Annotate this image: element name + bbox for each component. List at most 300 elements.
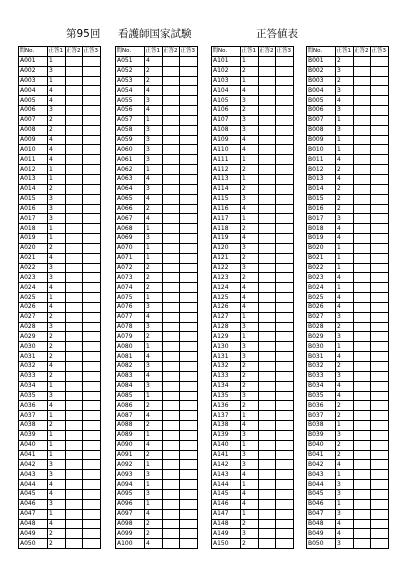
question-number: A088 [116, 421, 145, 431]
table-row [116, 499, 198, 509]
answer-1: 1 [48, 293, 66, 303]
question-number: A039 [19, 430, 48, 440]
answer-1: 4 [336, 381, 354, 391]
question-number: A059 [116, 135, 145, 145]
answer-3-empty [180, 312, 198, 322]
table-row [116, 125, 198, 135]
question-number: B015 [307, 194, 336, 204]
answer-3-empty [371, 371, 389, 381]
answer-1: 3 [145, 234, 163, 244]
answer-2-empty [258, 421, 276, 431]
answer-2-empty [353, 273, 371, 283]
question-number: A097 [116, 509, 145, 519]
table-row [307, 411, 389, 421]
answer-1: 2 [145, 401, 163, 411]
answer-3-empty [276, 489, 294, 499]
answer-2-empty [353, 86, 371, 96]
table-row [116, 489, 198, 499]
answer-1: 3 [241, 194, 259, 204]
answer-1: 3 [336, 539, 354, 549]
answer-2-empty [258, 96, 276, 106]
answer-3-empty [371, 86, 389, 96]
answer-2-empty [162, 224, 180, 234]
answer-3-empty [276, 253, 294, 263]
answer-2-empty [353, 96, 371, 106]
answer-1: 3 [145, 135, 163, 145]
question-number: A042 [19, 460, 48, 470]
question-number: A026 [19, 302, 48, 312]
answer-2-empty [162, 234, 180, 244]
question-number: A078 [116, 322, 145, 332]
question-number: A124 [212, 283, 241, 293]
question-number: A150 [212, 539, 241, 549]
answer-2-empty [258, 243, 276, 253]
question-number: A029 [19, 332, 48, 342]
table-row [307, 352, 389, 362]
question-number: A040 [19, 440, 48, 450]
question-number: A111 [212, 155, 241, 165]
answer-1: 4 [48, 155, 66, 165]
answer-3-empty [83, 312, 101, 322]
answer-1: 3 [145, 470, 163, 480]
table-row [19, 184, 101, 194]
answer-3-empty [371, 450, 389, 460]
answer-1: 3 [336, 86, 354, 96]
answer-3-empty [83, 155, 101, 165]
answer-1: 1 [145, 430, 163, 440]
answer-3-empty [180, 234, 198, 244]
question-number: A020 [19, 243, 48, 253]
answer-3-empty [180, 263, 198, 273]
answer-2-empty [162, 342, 180, 352]
table-row [212, 489, 294, 499]
answer-2-empty [65, 224, 83, 234]
answer-3-empty [180, 332, 198, 342]
table-row [19, 411, 101, 421]
question-number: A035 [19, 391, 48, 401]
answer-2-empty [258, 529, 276, 539]
answer-1: 3 [241, 430, 259, 440]
answer-1: 2 [241, 184, 259, 194]
answer-2-empty [162, 332, 180, 342]
question-number: A093 [116, 470, 145, 480]
answer-2-empty [162, 362, 180, 372]
question-number: A122 [212, 263, 241, 273]
answer-1: 2 [336, 411, 354, 421]
answer-1: 2 [48, 352, 66, 362]
answer-1: 2 [336, 184, 354, 194]
table-row [212, 125, 294, 135]
answer-2-empty [162, 450, 180, 460]
answer-1: 1 [145, 391, 163, 401]
answer-1: 3 [48, 263, 66, 273]
answer-2-empty [258, 145, 276, 155]
question-number: A108 [212, 125, 241, 135]
answer-2-empty [353, 450, 371, 460]
answer-2-empty [162, 391, 180, 401]
answer-2-empty [65, 460, 83, 470]
question-number: B003 [307, 76, 336, 86]
answer-2-empty [258, 125, 276, 135]
answer-1: 3 [48, 204, 66, 214]
answer-2-empty [353, 362, 371, 372]
answer-2-empty [65, 204, 83, 214]
question-number: B031 [307, 352, 336, 362]
question-number: A085 [116, 391, 145, 401]
answer-3-empty [83, 411, 101, 421]
question-number: A022 [19, 263, 48, 273]
answer-2-empty [353, 391, 371, 401]
question-number: A140 [212, 440, 241, 450]
table-row [307, 421, 389, 431]
answer-1: 1 [241, 155, 259, 165]
question-number: A101 [212, 56, 241, 66]
question-number: A084 [116, 381, 145, 391]
answer-1: 3 [241, 243, 259, 253]
answer-1: 3 [336, 106, 354, 116]
question-number: A005 [19, 96, 48, 106]
answer-3-empty [276, 214, 294, 224]
answer-1: 4 [145, 440, 163, 450]
answer-2-empty [258, 450, 276, 460]
table-row [307, 214, 389, 224]
question-number: A131 [212, 352, 241, 362]
answer-2-empty [258, 263, 276, 273]
header-answer-2: 正答2 [354, 48, 369, 55]
answer-1: 1 [336, 135, 354, 145]
answer-2-empty [65, 86, 83, 96]
table-row [212, 155, 294, 165]
answer-2-empty [162, 194, 180, 204]
answer-1: 3 [145, 184, 163, 194]
answer-2-empty [162, 145, 180, 155]
answer-2-empty [65, 411, 83, 421]
table-row [19, 430, 101, 440]
table-row [212, 96, 294, 106]
table-row [19, 332, 101, 342]
question-number: A107 [212, 115, 241, 125]
table-row [212, 263, 294, 273]
table-row [212, 76, 294, 86]
question-number: A023 [19, 273, 48, 283]
answer-3-empty [180, 352, 198, 362]
header-question-number: 問No. [116, 47, 145, 57]
question-number: B030 [307, 342, 336, 352]
question-number: A092 [116, 460, 145, 470]
answer-2-empty [258, 489, 276, 499]
answer-1: 4 [241, 145, 259, 155]
table-row [19, 174, 101, 184]
answer-2-empty [353, 224, 371, 234]
table-row [212, 234, 294, 244]
answer-1: 2 [48, 184, 66, 194]
answer-2-empty [353, 499, 371, 509]
answer-3-empty [180, 322, 198, 332]
question-number: A130 [212, 342, 241, 352]
question-number: A070 [116, 243, 145, 253]
table-row [19, 56, 101, 66]
answer-1: 2 [241, 224, 259, 234]
table-row [19, 371, 101, 381]
answer-3-empty [371, 273, 389, 283]
question-number: A058 [116, 125, 145, 135]
answer-2-empty [162, 293, 180, 303]
question-number: A033 [19, 371, 48, 381]
question-number: A081 [116, 352, 145, 362]
answer-3-empty [276, 224, 294, 234]
table-row [307, 391, 389, 401]
question-number: B023 [307, 273, 336, 283]
table-row [307, 460, 389, 470]
table-row [212, 56, 294, 66]
answer-3-empty [83, 125, 101, 135]
answer-1: 4 [48, 86, 66, 96]
table-row [116, 460, 198, 470]
question-number: B036 [307, 401, 336, 411]
question-number: B049 [307, 529, 336, 539]
question-number: A112 [212, 165, 241, 175]
table-row [19, 224, 101, 234]
answer-1: 4 [336, 155, 354, 165]
answer-3-empty [180, 165, 198, 175]
answer-2-empty [258, 253, 276, 263]
question-number: A109 [212, 135, 241, 145]
answer-2-empty [65, 529, 83, 539]
table-row [212, 401, 294, 411]
answer-3-empty [83, 362, 101, 372]
table-row [307, 489, 389, 499]
question-number: A091 [116, 450, 145, 460]
answer-3-empty [83, 234, 101, 244]
answer-2-empty [258, 430, 276, 440]
answer-3-empty [276, 86, 294, 96]
answer-2-empty [65, 371, 83, 381]
answer-3-empty [371, 470, 389, 480]
answer-1: 1 [336, 283, 354, 293]
answer-3-empty [276, 56, 294, 66]
answer-3-empty [180, 440, 198, 450]
answer-2-empty [353, 174, 371, 184]
answer-3-empty [276, 66, 294, 76]
answer-3-empty [276, 273, 294, 283]
table-row [116, 322, 198, 332]
question-number: B017 [307, 214, 336, 224]
question-number: A090 [116, 440, 145, 450]
answer-2-empty [162, 184, 180, 194]
question-number: A094 [116, 480, 145, 490]
answer-1: 3 [48, 214, 66, 224]
table-row [307, 401, 389, 411]
answer-1: 1 [145, 342, 163, 352]
answer-2-empty [353, 480, 371, 490]
question-number: A003 [19, 76, 48, 86]
answer-1: 2 [48, 421, 66, 431]
answer-3-empty [83, 529, 101, 539]
answer-3-empty [276, 155, 294, 165]
answer-3-empty [276, 450, 294, 460]
answer-2-empty [258, 460, 276, 470]
answer-2-empty [65, 184, 83, 194]
table-row [212, 145, 294, 155]
table-row [212, 115, 294, 125]
answer-3-empty [83, 539, 101, 549]
table-row [212, 371, 294, 381]
answer-1: 3 [241, 450, 259, 460]
answer-1: 2 [48, 243, 66, 253]
answer-2-empty [65, 509, 83, 519]
answer-3-empty [180, 106, 198, 116]
table-row [307, 529, 389, 539]
table-row [116, 224, 198, 234]
question-number: A050 [19, 539, 48, 549]
answer-3-empty [371, 440, 389, 450]
answer-2-empty [162, 430, 180, 440]
question-number: A095 [116, 489, 145, 499]
answer-2-empty [65, 342, 83, 352]
answer-3-empty [371, 76, 389, 86]
answer-1: 2 [48, 342, 66, 352]
answer-1: 1 [48, 450, 66, 460]
answer-2-empty [353, 293, 371, 303]
answer-3-empty [276, 234, 294, 244]
answer-2-empty [258, 401, 276, 411]
answer-2-empty [353, 125, 371, 135]
answer-3-empty [371, 145, 389, 155]
answer-3-empty [83, 253, 101, 263]
table-row [212, 66, 294, 76]
answer-3-empty [371, 381, 389, 391]
table-row [19, 283, 101, 293]
answer-2-empty [65, 480, 83, 490]
answer-1: 2 [48, 529, 66, 539]
answer-2-empty [162, 421, 180, 431]
answer-3-empty [83, 204, 101, 214]
answer-2-empty [258, 135, 276, 145]
answer-3-empty [371, 421, 389, 431]
header-question-number: 問No. [19, 47, 48, 57]
answer-3-empty [83, 115, 101, 125]
question-number: A076 [116, 302, 145, 312]
answer-1: 3 [145, 125, 163, 135]
answer-2-empty [353, 539, 371, 549]
answer-3-empty [276, 421, 294, 431]
answer-2-empty [162, 519, 180, 529]
question-number: B038 [307, 421, 336, 431]
answer-1: 3 [241, 263, 259, 273]
answer-3-empty [180, 184, 198, 194]
answer-2-empty [353, 145, 371, 155]
question-number: A013 [19, 174, 48, 184]
answer-1: 3 [48, 66, 66, 76]
answer-2-empty [65, 312, 83, 322]
answer-3-empty [276, 332, 294, 342]
answer-2-empty [258, 362, 276, 372]
answer-1: 4 [145, 56, 163, 66]
answer-3-empty [371, 214, 389, 224]
answer-3-empty [180, 204, 198, 214]
answer-1: 2 [336, 450, 354, 460]
table-row [212, 322, 294, 332]
answer-3-empty [83, 135, 101, 145]
answer-1: 1 [241, 56, 259, 66]
answer-2-empty [65, 302, 83, 312]
answer-1: 1 [336, 145, 354, 155]
question-number: A002 [19, 66, 48, 76]
answer-3-empty [83, 174, 101, 184]
table-row [116, 391, 198, 401]
answer-3-empty [371, 243, 389, 253]
answer-2-empty [353, 401, 371, 411]
answer-3-empty [276, 194, 294, 204]
table-row [307, 519, 389, 529]
answer-2-empty [65, 362, 83, 372]
question-number: A142 [212, 460, 241, 470]
answer-3-empty [371, 342, 389, 352]
question-number: A139 [212, 430, 241, 440]
table-row [307, 263, 389, 273]
answer-3-empty [276, 499, 294, 509]
answer-3-empty [180, 214, 198, 224]
table-row [212, 352, 294, 362]
answer-3-empty [276, 391, 294, 401]
answer-1: 1 [336, 470, 354, 480]
table-row [116, 470, 198, 480]
table-row [19, 381, 101, 391]
answer-1: 4 [145, 194, 163, 204]
answer-1: 4 [48, 135, 66, 145]
answer-1: 1 [336, 253, 354, 263]
table-row [212, 293, 294, 303]
answer-3-empty [371, 234, 389, 244]
answer-2-empty [65, 243, 83, 253]
table-row [307, 145, 389, 155]
answer-3-empty [276, 293, 294, 303]
question-number: A004 [19, 86, 48, 96]
answer-3-empty [83, 184, 101, 194]
table-row [307, 155, 389, 165]
table-row [116, 155, 198, 165]
answer-3-empty [180, 371, 198, 381]
table-row [116, 480, 198, 490]
answer-3-empty [371, 362, 389, 372]
table-row [19, 86, 101, 96]
table-row [307, 56, 389, 66]
question-number: A149 [212, 529, 241, 539]
answer-1: 3 [336, 214, 354, 224]
question-number: A065 [116, 194, 145, 204]
answer-1: 4 [241, 499, 259, 509]
answer-2-empty [65, 194, 83, 204]
answer-2-empty [353, 263, 371, 273]
table-row [116, 243, 198, 253]
answer-1: 2 [145, 263, 163, 273]
answer-1: 1 [241, 76, 259, 86]
table-row [212, 135, 294, 145]
answer-3-empty [83, 480, 101, 490]
answer-3-empty [180, 480, 198, 490]
question-number: A071 [116, 253, 145, 263]
question-number: B042 [307, 460, 336, 470]
table-row [116, 165, 198, 175]
answer-2-empty [162, 489, 180, 499]
answer-2-empty [65, 332, 83, 342]
answer-2-empty [162, 352, 180, 362]
answer-2-empty [258, 194, 276, 204]
answer-1: 2 [145, 204, 163, 214]
answer-2-empty [162, 322, 180, 332]
table-row [307, 234, 389, 244]
question-number: A141 [212, 450, 241, 460]
